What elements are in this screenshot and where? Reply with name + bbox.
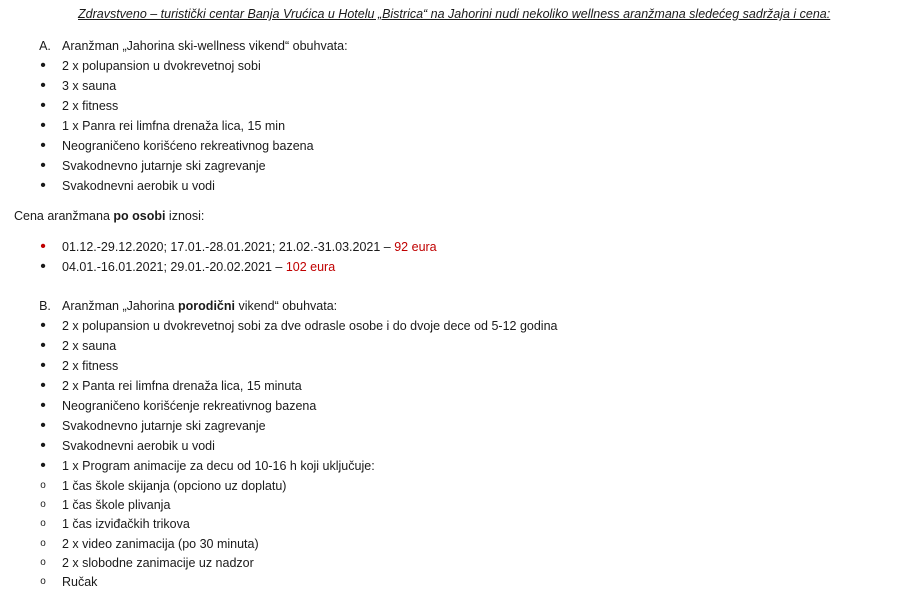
list-item: 2 x fitness [62, 99, 119, 113]
sub-list-item: 1 čas škole plivanja [62, 498, 171, 512]
price-amount: 102 eura [285, 260, 336, 274]
sub-list-item: 1 čas izviđačkih trikova [62, 517, 190, 531]
bullet-icon: • [40, 258, 46, 275]
list-item: 1 x Panra rei limfna drenaža lica, 15 min [62, 119, 286, 133]
bullet-icon: • [40, 457, 46, 474]
list-item: 1 x Program animacije za decu od 10-16 h koji uključuje: [62, 459, 375, 473]
circle-bullet-icon: o [40, 499, 46, 510]
package-b-title-pre: Aranžman „Jahorina [62, 299, 179, 313]
bullet-icon: • [40, 157, 46, 174]
package-a-title: Aranžman „Jahorina ski-wellness vikend“ obuhvata: [62, 39, 348, 53]
bullet-icon: • [40, 357, 46, 374]
sub-list-item: Ručak [62, 575, 98, 589]
sub-list-item: 2 x video zanimacija (po 30 minuta) [62, 537, 259, 551]
list-item: 2 x Panta rei limfna drenaža lica, 15 minuta [62, 379, 302, 393]
list-item: 2 x fitness [62, 359, 119, 373]
list-item: Svakodnevni aerobik u vodi [62, 439, 215, 453]
circle-bullet-icon: o [40, 480, 46, 491]
list-item: Neograničeno korišćeno rekreativnog bazena [62, 139, 314, 153]
intro-text: Zdravstveno – turistički centar Banja Vrućica u Hotelu „Bistrica“ na Jahorini nudi nekoliko wellness aranžmana sledećeg sadržaja i cena: [78, 7, 831, 21]
price-row [62, 239, 437, 255]
bullet-icon: • [40, 137, 46, 154]
price-heading [14, 208, 204, 224]
price-amount: 92 eura [394, 240, 437, 254]
price-row [62, 259, 335, 275]
bullet-icon: • [40, 77, 46, 94]
price-heading-bold: po osobi [113, 209, 166, 223]
price-dates: 04.01.-16.01.2021; 29.01.-20.02.2021 – [62, 260, 286, 274]
price-heading-pre: Cena aranžmana [14, 209, 114, 223]
circle-bullet-icon: o [40, 576, 46, 587]
sub-list-item: 1 čas škole skijanja (opciono uz doplatu) [62, 479, 287, 493]
package-b-title-bold: porodični [178, 299, 235, 313]
list-item: Svakodnevno jutarnje ski zagrevanje [62, 159, 266, 173]
bullet-icon: • [40, 377, 46, 394]
package-b-title [62, 298, 337, 314]
list-item: Svakodnevni aerobik u vodi [62, 179, 215, 193]
bullet-icon: • [40, 177, 46, 194]
bullet-icon: • [40, 397, 46, 414]
bullet-icon: • [40, 238, 46, 255]
bullet-icon: • [40, 417, 46, 434]
price-heading-post: iznosi: [165, 209, 205, 223]
bullet-icon: • [40, 337, 46, 354]
bullet-icon: • [40, 57, 46, 74]
list-item: 3 x sauna [62, 79, 117, 93]
list-item: Neograničeno korišćenje rekreativnog bazena [62, 399, 317, 413]
bullet-icon: • [40, 97, 46, 114]
list-item: Svakodnevno jutarnje ski zagrevanje [62, 419, 266, 433]
circle-bullet-icon: o [40, 518, 46, 529]
list-item: 2 x sauna [62, 339, 117, 353]
package-a-letter: A. [39, 39, 51, 53]
package-b-letter: B. [39, 299, 51, 313]
price-dates: 01.12.-29.12.2020; 17.01.-28.01.2021; 21.02.-31.03.2021 – [62, 240, 395, 254]
circle-bullet-icon: o [40, 557, 46, 568]
circle-bullet-icon: o [40, 538, 46, 549]
list-item: 2 x polupansion u dvokrevetnoj sobi za dve odrasle osobe i do dvoje dece od 5-12 godina [62, 319, 558, 333]
bullet-icon: • [40, 117, 46, 134]
bullet-icon: • [40, 317, 46, 334]
sub-list-item: 2 x slobodne zanimacije uz nadzor [62, 556, 254, 570]
list-item: 2 x polupansion u dvokrevetnoj sobi [62, 59, 261, 73]
bullet-icon: • [40, 437, 46, 454]
package-b-title-post: vikend“ obuhvata: [234, 299, 338, 313]
